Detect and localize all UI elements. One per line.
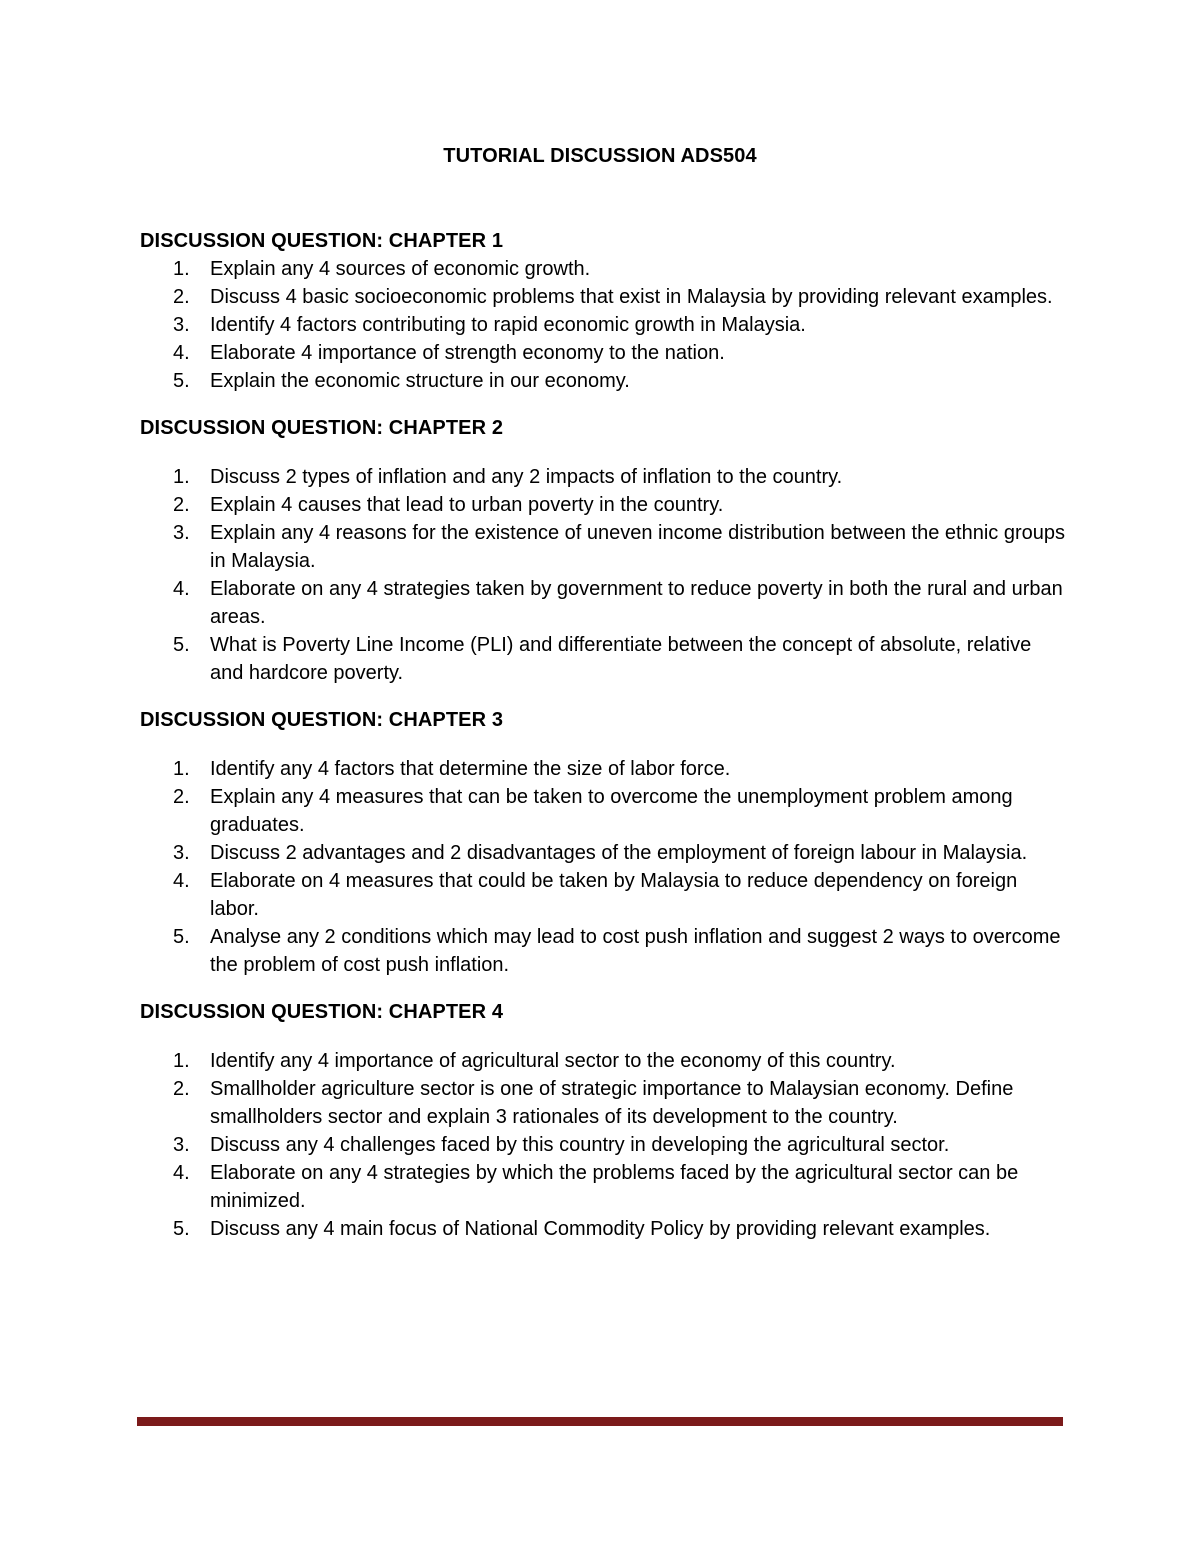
question-text: Identify 4 factors contributing to rapid economic growth in Malaysia. (210, 314, 806, 336)
question-item (140, 1131, 1070, 1159)
question-text: Explain any 4 reasons for the existence of uneven income distribution between the ethnic groups in Malaysia. (210, 522, 1065, 572)
document-title: TUTORIAL DISCUSSION ADS504 (443, 145, 757, 167)
question-list (140, 463, 1070, 687)
question-item (140, 867, 1070, 923)
question-text: Discuss 2 types of inflation and any 2 impacts of inflation to the country. (210, 466, 843, 488)
section-chapter-3 (140, 707, 1070, 979)
question-number: 2. (173, 286, 190, 308)
question-item (140, 519, 1070, 575)
question-item (140, 1159, 1070, 1215)
question-item (140, 491, 1070, 519)
question-item (140, 339, 1070, 367)
question-number: 5. (173, 634, 190, 656)
question-item (140, 575, 1070, 631)
question-number: 1. (173, 758, 190, 780)
question-list (140, 1047, 1070, 1243)
question-text: Discuss 2 advantages and 2 disadvantages of the employment of foreign labour in Malaysia. (210, 842, 1028, 864)
question-item (140, 631, 1070, 687)
question-text: Elaborate 4 importance of strength economy to the nation. (210, 342, 725, 364)
question-number: 5. (173, 370, 190, 392)
section-heading: DISCUSSION QUESTION: CHAPTER 4 (140, 1001, 504, 1023)
question-number: 5. (173, 1218, 190, 1240)
question-number: 1. (173, 1050, 190, 1072)
question-text: Identify any 4 importance of agricultural sector to the economy of this country. (210, 1050, 896, 1072)
question-text: Explain 4 causes that lead to urban poverty in the country. (210, 494, 724, 516)
question-text: Explain the economic structure in our economy. (210, 370, 630, 392)
question-number: 3. (173, 1134, 190, 1156)
question-text: Elaborate on 4 measures that could be taken by Malaysia to reduce dependency on foreign labor. (210, 870, 1018, 920)
question-number: 2. (173, 494, 190, 516)
question-item (140, 755, 1070, 783)
question-number: 3. (173, 522, 190, 544)
footer-rule (137, 1417, 1063, 1426)
spacer (140, 1026, 1070, 1047)
question-number: 3. (173, 842, 190, 864)
question-item (140, 1215, 1070, 1243)
section-heading: DISCUSSION QUESTION: CHAPTER 3 (140, 709, 504, 731)
question-text: Smallholder agriculture sector is one of strategic importance to Malaysian economy. Define smallholders sector and explain 3 rationales of its development to the country. (210, 1078, 1014, 1128)
section-heading: DISCUSSION QUESTION: CHAPTER 1 (140, 230, 504, 252)
section-chapter-1 (140, 228, 1070, 395)
document-content (140, 228, 1070, 1243)
question-item (140, 255, 1070, 283)
question-item (140, 311, 1070, 339)
question-item (140, 367, 1070, 395)
question-number: 1. (173, 258, 190, 280)
question-number: 4. (173, 1162, 190, 1184)
question-number: 3. (173, 314, 190, 336)
question-number: 4. (173, 342, 190, 364)
question-number: 1. (173, 466, 190, 488)
question-item (140, 839, 1070, 867)
question-list (140, 255, 1070, 395)
question-item (140, 1047, 1070, 1075)
question-number: 5. (173, 926, 190, 948)
section-heading: DISCUSSION QUESTION: CHAPTER 2 (140, 417, 504, 439)
question-text: Analyse any 2 conditions which may lead to cost push inflation and suggest 2 ways to overcome the problem of cost push inflation. (210, 926, 1061, 976)
spacer (140, 442, 1070, 463)
question-text: What is Poverty Line Income (PLI) and differentiate between the concept of absolute, relative and hardcore poverty. (210, 634, 1032, 684)
question-text: Explain any 4 measures that can be taken to overcome the unemployment problem among graduates. (210, 786, 1013, 836)
question-item (140, 463, 1070, 491)
question-text: Elaborate on any 4 strategies by which the problems faced by the agricultural sector can be minimized. (210, 1162, 1019, 1212)
section-chapter-2 (140, 415, 1070, 687)
question-number: 4. (173, 870, 190, 892)
question-number: 2. (173, 1078, 190, 1100)
question-list (140, 755, 1070, 979)
question-item (140, 783, 1070, 839)
question-item (140, 923, 1070, 979)
question-text: Explain any 4 sources of economic growth. (210, 258, 591, 280)
question-text: Discuss 4 basic socioeconomic problems that exist in Malaysia by providing relevant examples. (210, 286, 1053, 308)
spacer (140, 734, 1070, 755)
question-number: 2. (173, 786, 190, 808)
question-text: Discuss any 4 challenges faced by this country in developing the agricultural sector. (210, 1134, 950, 1156)
question-text: Identify any 4 factors that determine the size of labor force. (210, 758, 731, 780)
section-chapter-4 (140, 999, 1070, 1243)
question-text: Discuss any 4 main focus of National Commodity Policy by providing relevant examples. (210, 1218, 991, 1240)
question-text: Elaborate on any 4 strategies taken by government to reduce poverty in both the rural and urban areas. (210, 578, 1063, 628)
question-number: 4. (173, 578, 190, 600)
question-item (140, 283, 1070, 311)
question-item (140, 1075, 1070, 1131)
